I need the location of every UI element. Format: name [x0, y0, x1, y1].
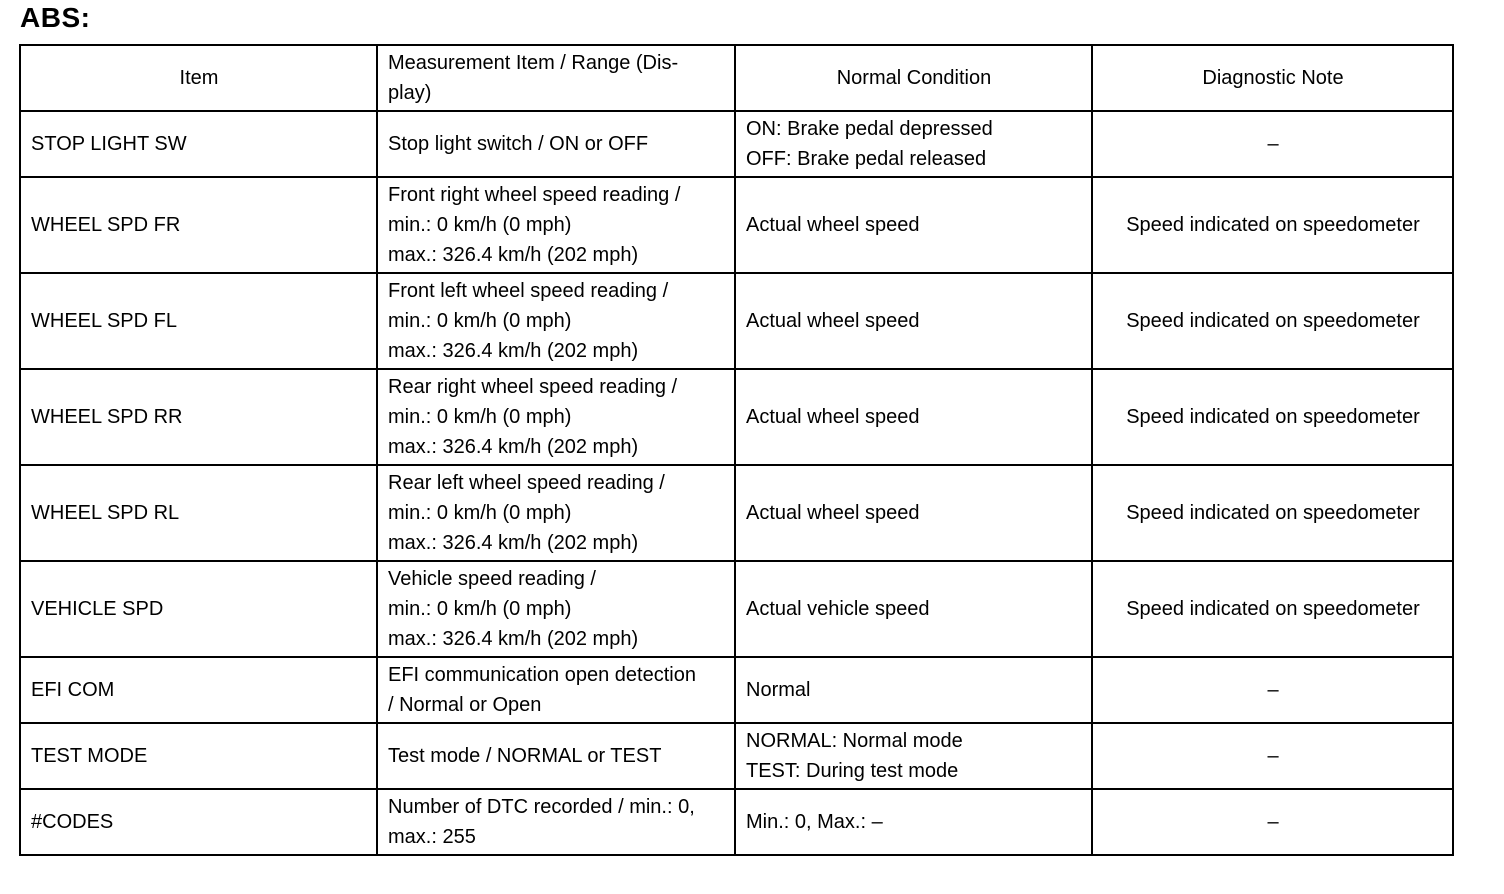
cell-item: TEST MODE	[20, 723, 377, 789]
cell-diagnostic-note: –	[1092, 111, 1453, 177]
cell-diagnostic-note: Speed indicated on speedometer	[1092, 177, 1453, 273]
table-row	[20, 177, 1453, 273]
cell-normal-condition: Actual wheel speed	[735, 465, 1092, 561]
table-row	[20, 789, 1453, 855]
cell-item: WHEEL SPD FR	[20, 177, 377, 273]
cell-diagnostic-note: Speed indicated on speedometer	[1092, 465, 1453, 561]
cell-range: EFI communication open detection / Normal or Open	[377, 657, 735, 723]
cell-normal-condition: Actual wheel speed	[735, 273, 1092, 369]
cell-range: Number of DTC recorded / min.: 0, max.: 255	[377, 789, 735, 855]
cell-normal-condition: Actual vehicle speed	[735, 561, 1092, 657]
cell-diagnostic-note: –	[1092, 723, 1453, 789]
table-row	[20, 273, 1453, 369]
cell-normal-condition: NORMAL: Normal mode TEST: During test mode	[735, 723, 1092, 789]
cell-range: Rear right wheel speed reading / min.: 0 km/h (0 mph) max.: 326.4 km/h (202 mph)	[377, 369, 735, 465]
table-row	[20, 657, 1453, 723]
cell-normal-condition: Actual wheel speed	[735, 177, 1092, 273]
column-header-range: Measurement Item / Range (Dis- play)	[377, 45, 735, 111]
cell-item: VEHICLE SPD	[20, 561, 377, 657]
page-title: ABS:	[20, 2, 91, 33]
column-header-normal-condition: Normal Condition	[735, 45, 1092, 111]
cell-normal-condition: Min.: 0, Max.: –	[735, 789, 1092, 855]
table-row	[20, 465, 1453, 561]
column-header-item: Item	[20, 45, 377, 111]
column-header-diagnostic-note: Diagnostic Note	[1092, 45, 1453, 111]
cell-diagnostic-note: –	[1092, 657, 1453, 723]
cell-normal-condition: ON: Brake pedal depressed OFF: Brake pedal released	[735, 111, 1092, 177]
table-row	[20, 369, 1453, 465]
cell-range: Front right wheel speed reading / min.: 0 km/h (0 mph) max.: 326.4 km/h (202 mph)	[377, 177, 735, 273]
cell-item: #CODES	[20, 789, 377, 855]
cell-diagnostic-note: Speed indicated on speedometer	[1092, 273, 1453, 369]
cell-range: Front left wheel speed reading / min.: 0 km/h (0 mph) max.: 326.4 km/h (202 mph)	[377, 273, 735, 369]
table-header-row	[20, 45, 1453, 111]
table-row	[20, 111, 1453, 177]
cell-range: Rear left wheel speed reading / min.: 0 km/h (0 mph) max.: 326.4 km/h (202 mph)	[377, 465, 735, 561]
table-row	[20, 561, 1453, 657]
cell-item: EFI COM	[20, 657, 377, 723]
cell-item: WHEEL SPD FL	[20, 273, 377, 369]
table-row	[20, 723, 1453, 789]
cell-item: STOP LIGHT SW	[20, 111, 377, 177]
cell-diagnostic-note: Speed indicated on speedometer	[1092, 561, 1453, 657]
cell-diagnostic-note: –	[1092, 789, 1453, 855]
cell-range: Test mode / NORMAL or TEST	[377, 723, 735, 789]
cell-normal-condition: Normal	[735, 657, 1092, 723]
cell-item: WHEEL SPD RL	[20, 465, 377, 561]
cell-range: Stop light switch / ON or OFF	[377, 111, 735, 177]
cell-normal-condition: Actual wheel speed	[735, 369, 1092, 465]
cell-range: Vehicle speed reading / min.: 0 km/h (0 mph) max.: 326.4 km/h (202 mph)	[377, 561, 735, 657]
abs-data-table	[19, 44, 1454, 856]
cell-item: WHEEL SPD RR	[20, 369, 377, 465]
cell-diagnostic-note: Speed indicated on speedometer	[1092, 369, 1453, 465]
